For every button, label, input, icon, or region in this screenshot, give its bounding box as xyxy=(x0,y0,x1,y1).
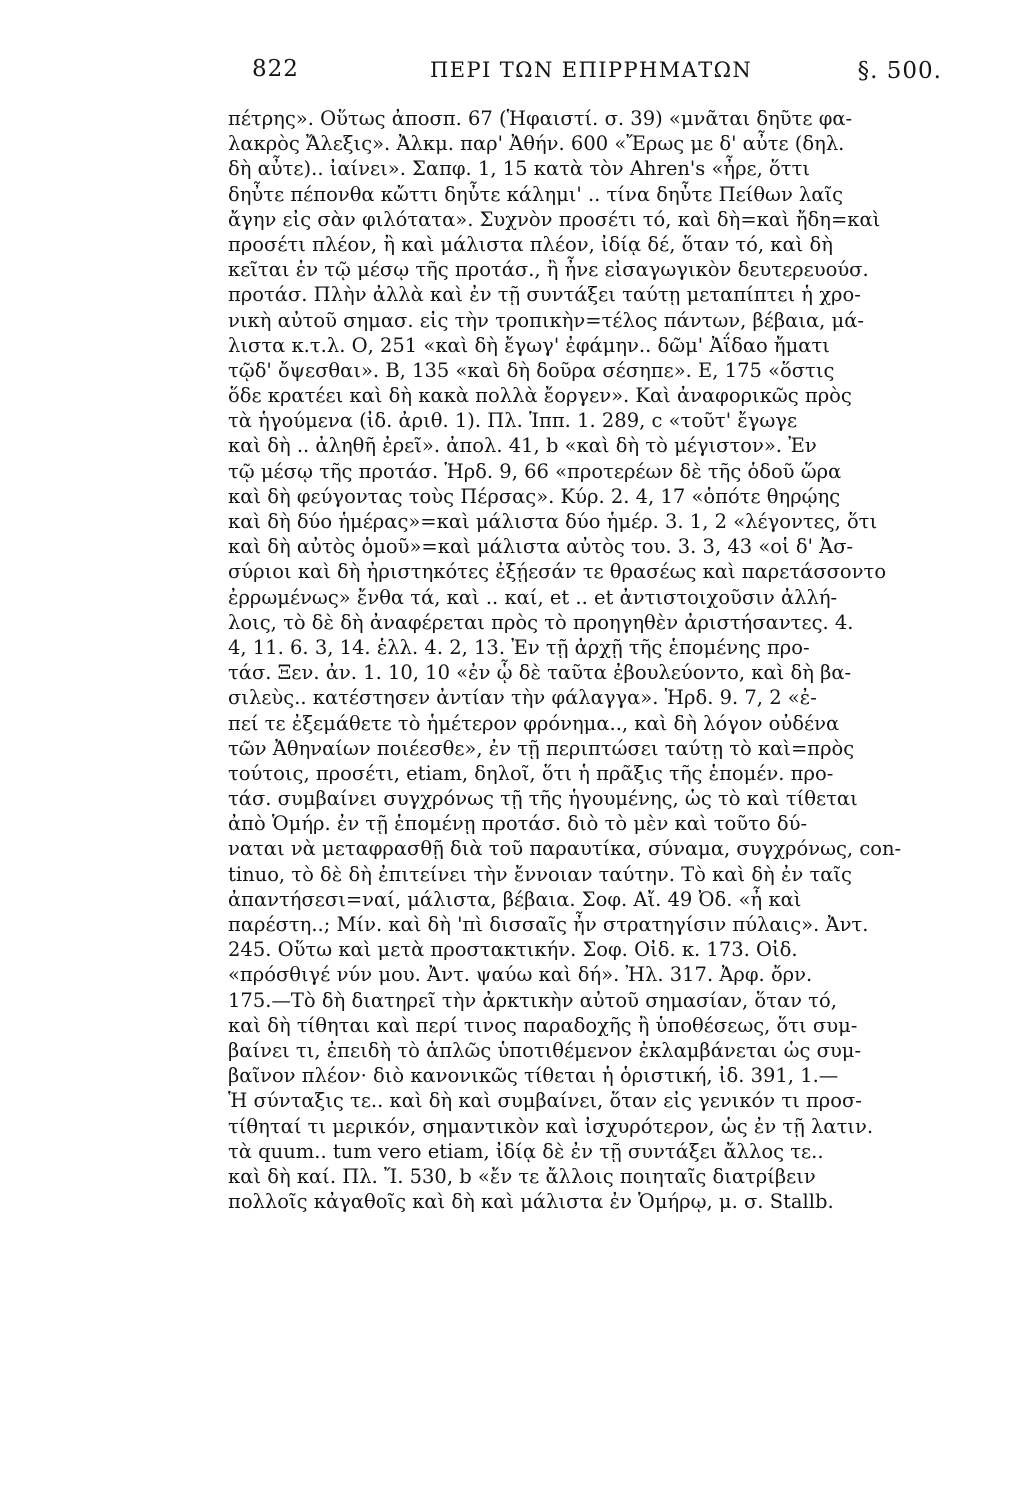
text-line: ἀπαντήσεσι=ναί, μάλιστα, βέβαια. Σοφ. Αἴ. 49 Ὀδ. «ἦ καὶ xyxy=(228,887,802,911)
text-line: ἐρρωμένως» ἔνθα τά, καὶ .. καί, et .. et ἀντιστοιχοῦσιν ἀλλή- xyxy=(228,585,838,609)
text-line: σύριοι καὶ δὴ ἠριστηκότες ἐξῄεσάν τε θρασέως καὶ παρετάσσοντο xyxy=(228,560,887,584)
text-line: προτάσ. Πλὴν ἀλλὰ καὶ ἐν τῇ συντάξει ταύτῃ μεταπίπτει ἡ χρο- xyxy=(228,283,861,307)
text-line: λοις, τὸ δὲ δὴ ἀναφέρεται πρὸς τὸ προηγηθὲν ἀριστήσαντες. 4. xyxy=(228,610,854,634)
text-line: τῷδ' ὄψεσθαι». Β, 135 «καὶ δὴ δοῦρα σέσηπε». Ε, 175 «ὅστις xyxy=(228,358,835,382)
text-line: καὶ δὴ καί. Πλ. Ἴ. 530, b «ἔν τε ἄλλοις ποιηταῖς διατρίβειν xyxy=(228,1164,816,1188)
text-line: παρέστη..; Μίν. καὶ δὴ 'πὶ δισσαῖς ἦν στρατηγίσιν πύλαις». Ἀντ. xyxy=(228,913,869,936)
text-line: τῶν Ἀθηναίων ποιέεσθε», ἐν τῇ περιπτώσει ταύτῃ τὸ καὶ=πρὸς xyxy=(228,736,855,760)
text-line: ἄγην εἰς σὰν φιλότατα». Συχνὸν προσέτι τό, καὶ δὴ=καὶ ἤδη=καὶ xyxy=(228,207,881,231)
text-line: λιστα κ.τ.λ. Ο, 251 «καὶ δὴ ἔγωγ' ἐφάμην.. δῶμ' Ἀΐδαο ἤματι xyxy=(228,333,830,357)
text-line: «πρόσθιγέ νύν μου. Ἀντ. ψαύω καὶ δή». Ἠλ. 317. Ἀρφ. ὄρν. xyxy=(228,963,813,987)
text-line: τὰ quum.. tum vero etiam, ἰδίᾳ δὲ ἐν τῇ συντάξει ἄλλος τε.. xyxy=(228,1139,824,1163)
text-line: δηὖτε πέπονθα κὤττι δηὖτε κάλημι' .. τίνα δηὖτε Πείθων λαῖς xyxy=(228,182,844,206)
text-line: κεῖται ἐν τῷ μέσῳ τῆς προτάσ., ἢ ἦνε εἰσαγωγικὸν δευτερευούσ. xyxy=(228,258,869,282)
text-line: τὰ ἡγούμενα (ἰδ. ἀριθ. 1). Πλ. Ἱππ. 1. 289, c «τοῦτ' ἔγωγε xyxy=(228,409,798,433)
text-line xyxy=(228,1214,910,1239)
text-line: ἀπὸ Ὁμήρ. ἐν τῇ ἑπομένῃ προτάσ. διὸ τὸ μὲν καὶ τοῦτο δύ- xyxy=(228,812,808,836)
text-line: βαίνει τι, ἐπειδὴ τὸ ἁπλῶς ὑποτιθέμενον ἐκλαμβάνεται ὡς συμ- xyxy=(228,1038,862,1062)
text-line: καὶ δὴ φεύγοντας τοὺς Πέρσας». Κύρ. 2. 4, 17 «ὁπότε θηρῴης xyxy=(228,484,841,508)
text-line: καὶ δὴ δύο ἡμέρας»=καὶ μάλιστα δύο ἡμέρ. 3. 1, 2 «λέγοντες, ὅτι xyxy=(228,510,878,533)
text-line: δὴ αὖτε).. ἰαίνει». Σαπφ. 1, 15 κατὰ τὸν Ahren's «ἦρε, ὅττι xyxy=(228,157,811,181)
text-line: τίθηταί τι μερικόν, σημαντικὸν καὶ ἰσχυρότερον, ὡς ἐν τῇ λατιν. xyxy=(228,1114,874,1138)
page-header xyxy=(252,56,942,96)
text-line: τάσ. συμβαίνει συγχρόνως τῇ τῆς ἡγουμένης, ὡς τὸ καὶ τίθεται xyxy=(228,787,858,811)
text-line: προσέτι πλέον, ἢ καὶ μάλιστα πλέον, ἰδίᾳ δέ, ὅταν τό, καὶ δὴ xyxy=(228,232,833,256)
text-line: 175.—Τὸ δὴ διατηρεῖ τὴν ἀρκτικὴν αὐτοῦ σημασίαν, ὅταν τό, xyxy=(228,988,837,1012)
text-line: ναται νὰ μεταφρασθῇ διὰ τοῦ παραυτίκα, σύναμα, συγχρόνως, con- xyxy=(228,837,902,861)
text-line: πεί τε ἐξεμάθετε τὸ ἡμέτερον φρόνημα.., καὶ δὴ λόγον οὐδένα xyxy=(228,711,840,735)
text-line xyxy=(228,1239,910,1264)
text-line: τῷ μέσῳ τῆς προτάσ. Ἡρδ. 9, 66 «προτερέων δὲ τῆς ὁδοῦ ὥρα xyxy=(228,459,842,483)
text-line: βαῖνον πλέον· διὸ κανονικῶς τίθεται ἡ ὁριστική, ἰδ. 391, 1.— xyxy=(228,1064,839,1088)
text-line: πέτρης». Οὕτως ἀποσπ. 67 (Ἡφαιστί. σ. 39) «μνᾶται δηῦτε φα- xyxy=(228,107,853,130)
page-number: 822 xyxy=(252,56,299,82)
text-line: καὶ δὴ τίθηται καὶ περί τινος παραδοχῆς ἢ ὑποθέσεως, ὅτι συμ- xyxy=(228,1013,858,1037)
text-line: τούτοις, προσέτι, etiam, δηλοῖ, ὅτι ἡ πρᾶξις τῆς ἑπομέν. προ- xyxy=(228,761,834,785)
section-number: §. 500. xyxy=(857,58,942,84)
running-title: ΠΕΡΙ ΤΩΝ ΕΠΙΡΡΗΜΑΤΩΝ xyxy=(430,58,753,82)
text-line: λακρὸς Ἄλεξις». Ἀλκμ. παρ' Ἀθήν. 600 «Ἔρως με δ' αὖτε (δηλ. xyxy=(228,132,845,156)
text-line: 245. Οὕτω καὶ μετὰ προστακτικήν. Σοφ. Οἰδ. κ. 173. Οἰδ. xyxy=(228,938,798,962)
text-line: νικὴ αὐτοῦ σημασ. εἰς τὴν τροπικὴν=τέλος πάντων, βέβαια, μά- xyxy=(228,308,864,332)
text-line: Ἡ σύνταξις τε.. καὶ δὴ καὶ συμβαίνει, ὅταν εἰς γενικόν τι προσ- xyxy=(228,1089,862,1113)
text-line: πολλοῖς κἀγαθοῖς καὶ δὴ καὶ μάλιστα ἐν Ὁμήρῳ, μ. σ. Stallb. xyxy=(228,1190,834,1214)
text-line: καὶ δὴ αὐτὸς ὁμοῦ»=καὶ μάλιστα αὐτὸς του. 3. 3, 43 «οἱ δ' Ἀσ- xyxy=(228,535,854,559)
body-text xyxy=(228,106,910,1265)
text-line: tinuo, τὸ δὲ δὴ ἐπιτείνει τὴν ἔννοιαν ταύτην. Τὸ καὶ δὴ ἐν ταῖς xyxy=(228,862,852,886)
text-line: καὶ δὴ .. ἀληθῆ ἐρεῖ». ἀπολ. 41, b «καὶ δὴ τὸ μέγιστον». Ἐν xyxy=(228,434,817,458)
text-line: ὅδε κρατέει καὶ δὴ κακὰ πολλὰ ἔοργεν». Καὶ ἀναφορικῶς πρὸς xyxy=(228,384,852,408)
text-line: τάσ. Ξεν. ἀν. 1. 10, 10 «ἐν ᾧ δὲ ταῦτα ἐβουλεύοντο, καὶ δὴ βα- xyxy=(228,661,852,685)
text-line: σιλεὺς.. κατέστησεν ἀντίαν τὴν φάλαγγα». Ἡρδ. 9. 7, 2 «ἐ- xyxy=(228,686,817,710)
text-line: 4, 11. 6. 3, 14. ἑλλ. 4. 2, 13. Ἐν τῇ ἀρχῇ τῆς ἑπομένης προ- xyxy=(228,635,810,659)
